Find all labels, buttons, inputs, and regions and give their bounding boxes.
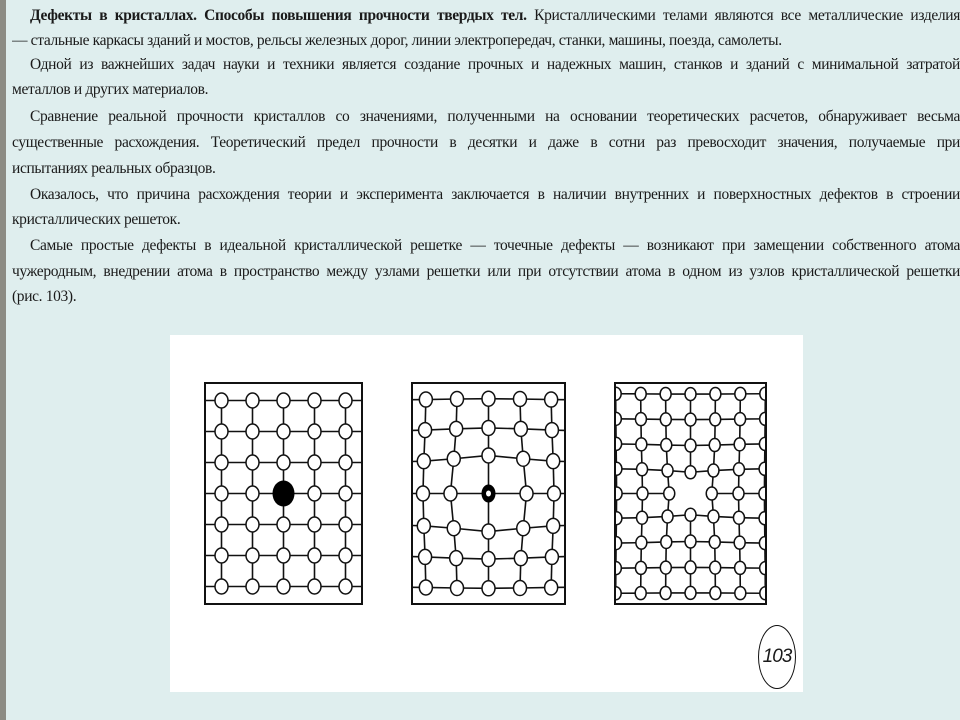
atom	[577, 486, 590, 501]
atom	[785, 537, 796, 550]
text-content: (рис. 103).	[12, 288, 77, 305]
atom	[417, 518, 430, 533]
atom	[611, 462, 622, 475]
text-line	[12, 55, 960, 75]
foreign-atom	[273, 481, 295, 507]
atom	[685, 388, 696, 401]
atom	[215, 393, 228, 408]
atom	[419, 580, 432, 595]
figure-number: 103	[758, 625, 796, 689]
atom	[482, 420, 495, 435]
atom	[520, 486, 533, 501]
atom	[514, 421, 527, 436]
atom	[215, 579, 228, 594]
atom	[709, 439, 720, 452]
atom	[246, 393, 259, 408]
atom	[759, 537, 770, 550]
atom	[514, 581, 527, 596]
atom	[482, 391, 495, 406]
atom	[339, 579, 352, 594]
atom	[450, 421, 463, 436]
atom	[708, 464, 719, 477]
atom	[784, 512, 795, 525]
atom	[184, 486, 197, 501]
atom	[685, 561, 696, 574]
text-content: Одной из важнейших задач науки и техники является создание прочных и надежных машин, станков и зданий с минимальной затратой	[30, 56, 960, 73]
atom	[339, 486, 352, 501]
text-line	[12, 185, 960, 205]
atom	[246, 424, 259, 439]
atom	[277, 517, 290, 532]
atom	[733, 511, 744, 524]
atom	[662, 464, 673, 477]
text-line	[12, 133, 960, 153]
atom	[611, 537, 622, 550]
atom	[547, 518, 560, 533]
bond-line	[582, 525, 583, 556]
atom	[785, 387, 796, 400]
atom	[577, 518, 590, 533]
bond-line	[394, 525, 395, 556]
atom	[308, 579, 321, 594]
atom	[246, 579, 259, 594]
atom	[709, 535, 720, 548]
atom	[450, 391, 463, 406]
text-content: Самые простые дефекты в идеальной кристаллической решетке — точечные дефекты — возникают при замещении собственного атома	[30, 237, 960, 254]
text-line	[12, 80, 960, 100]
atom	[660, 561, 671, 574]
atom	[387, 518, 400, 533]
text-line	[12, 159, 960, 179]
atom	[417, 454, 430, 469]
atom	[447, 451, 460, 466]
text-content: испытаниях реальных образцов.	[12, 160, 216, 177]
atom	[611, 437, 622, 450]
atom	[308, 455, 321, 470]
slide-left-border	[0, 0, 6, 720]
atom	[785, 437, 796, 450]
atom	[482, 552, 495, 567]
atom	[785, 412, 796, 425]
bond-line	[582, 431, 583, 462]
text-line	[12, 262, 960, 282]
atom	[339, 517, 352, 532]
atom	[277, 455, 290, 470]
atom	[660, 413, 671, 426]
atom	[444, 486, 457, 501]
atom	[246, 517, 259, 532]
text-content: Кристаллическими телами являются все металлические изделия	[526, 7, 960, 24]
atom	[636, 438, 647, 451]
atom	[215, 486, 228, 501]
atom	[635, 561, 646, 574]
atom	[482, 581, 495, 596]
atom	[611, 487, 622, 500]
atom	[661, 439, 672, 452]
atom	[710, 561, 721, 574]
atom	[387, 486, 400, 501]
atom	[734, 536, 745, 549]
atom	[419, 549, 432, 564]
atom	[482, 524, 495, 539]
atom	[585, 537, 596, 550]
text-content: Оказалось, что причина расхождения теории и эксперимента заключается в наличии внутренних и поверхностных дефектов в строении	[30, 186, 960, 203]
atom	[636, 536, 647, 549]
atom	[734, 438, 745, 451]
text-line	[12, 287, 960, 307]
atom	[277, 424, 290, 439]
lattice-panel-interstitial	[387, 383, 590, 604]
atom	[637, 463, 648, 476]
text-line	[12, 107, 960, 127]
atom	[576, 423, 589, 438]
atom	[339, 393, 352, 408]
atom	[184, 579, 197, 594]
atom	[339, 424, 352, 439]
text-line	[12, 236, 960, 256]
atom	[661, 535, 672, 548]
atom	[759, 512, 770, 525]
atom	[637, 487, 648, 500]
atom	[514, 551, 527, 566]
atom	[517, 451, 530, 466]
atom	[662, 510, 673, 523]
atom	[246, 548, 259, 563]
atom	[586, 462, 597, 475]
text-content: — стальные каркасы зданий и мостов, рельсы железных дорог, линии электропередач, станки, машины, поезда, самолеты.	[12, 32, 782, 49]
atom	[370, 424, 383, 439]
atom	[370, 486, 383, 501]
text-line	[12, 210, 960, 230]
atom	[576, 549, 589, 564]
lattice-grid	[585, 387, 796, 600]
atom	[545, 549, 558, 564]
atom	[370, 393, 383, 408]
atom	[577, 454, 590, 469]
atom	[611, 512, 622, 525]
atom	[733, 487, 744, 500]
atom	[785, 562, 796, 575]
text-content: кристаллических решеток.	[12, 211, 181, 228]
figure-103-crystal-defects	[170, 335, 803, 692]
atom	[339, 548, 352, 563]
atom	[419, 392, 432, 407]
atom	[784, 462, 795, 475]
text-content: металлов и других материалов.	[12, 81, 209, 98]
lattice-panel-vacancy	[585, 383, 796, 604]
atom	[585, 387, 596, 400]
atom	[785, 587, 796, 600]
atom	[184, 517, 197, 532]
atom	[635, 587, 646, 600]
atom	[246, 486, 259, 501]
atom	[308, 486, 321, 501]
atom	[308, 517, 321, 532]
lattice-grid	[387, 391, 590, 596]
atom	[735, 561, 746, 574]
atom	[635, 387, 646, 400]
heading-bold: Дефекты в кристаллах. Способы повышения прочности твердых тел.	[30, 7, 527, 24]
atom	[308, 393, 321, 408]
atom	[277, 393, 290, 408]
atom	[547, 454, 560, 469]
atom	[545, 580, 558, 595]
atom	[685, 535, 696, 548]
atom	[388, 549, 401, 564]
atom	[685, 508, 696, 521]
atom	[517, 521, 530, 536]
atom	[585, 562, 596, 575]
atom	[585, 587, 596, 600]
atom	[339, 455, 352, 470]
atom	[735, 587, 746, 600]
atom	[450, 581, 463, 596]
lattice-panel-substitution	[184, 383, 383, 604]
atom	[685, 466, 696, 479]
atom	[685, 586, 696, 599]
text-content: Сравнение реальной прочности кристаллов со значениями, полученными на основании теоретических расчетов, обнаруживает весьма	[30, 108, 960, 125]
atom	[586, 512, 597, 525]
atom	[308, 548, 321, 563]
atom	[215, 517, 228, 532]
atom	[637, 511, 648, 524]
atom	[388, 392, 401, 407]
atom	[708, 510, 719, 523]
atom	[215, 424, 228, 439]
atom	[545, 392, 558, 407]
atom	[759, 437, 770, 450]
atom	[585, 437, 596, 450]
atom	[450, 551, 463, 566]
atom	[184, 424, 197, 439]
atom	[370, 455, 383, 470]
text-content: чужеродным, внедрении атома в пространство между узлами решетки или при отсутствии атома в одном из узлов кристаллической решетки	[12, 263, 960, 280]
atom	[685, 439, 696, 452]
atom	[710, 586, 721, 599]
atom	[685, 413, 696, 426]
atom	[664, 487, 675, 500]
atom	[660, 388, 671, 401]
atom	[416, 486, 429, 501]
atom	[733, 463, 744, 476]
atom	[735, 387, 746, 400]
atom	[215, 548, 228, 563]
atom	[388, 423, 401, 438]
atom	[576, 580, 589, 595]
atom	[735, 413, 746, 426]
atom	[784, 487, 795, 500]
atom	[660, 586, 671, 599]
atom	[759, 487, 770, 500]
atom-highlight	[486, 491, 491, 497]
atom	[635, 413, 646, 426]
atom	[586, 487, 597, 500]
lattice-grid	[184, 393, 383, 594]
atom	[548, 486, 561, 501]
atom	[277, 579, 290, 594]
atom	[576, 392, 589, 407]
atom	[482, 448, 495, 463]
atom	[215, 455, 228, 470]
atom	[585, 412, 596, 425]
atom	[514, 391, 527, 406]
atom	[388, 580, 401, 595]
atom	[184, 455, 197, 470]
atom	[387, 454, 400, 469]
text-line	[12, 31, 960, 51]
atom	[277, 548, 290, 563]
text-line	[12, 6, 960, 26]
atom	[759, 462, 770, 475]
atom	[308, 424, 321, 439]
atom	[184, 548, 197, 563]
atom	[184, 393, 197, 408]
atom	[447, 521, 460, 536]
atom	[370, 579, 383, 594]
atom	[246, 455, 259, 470]
atom	[710, 413, 721, 426]
bond-line	[394, 431, 395, 462]
atom	[545, 423, 558, 438]
atom	[419, 423, 432, 438]
text-content: существенные расхождения. Теоретический предел прочности в десятки и даже в сотни раз превосходит значения, получаемые при	[12, 134, 960, 151]
atom	[370, 548, 383, 563]
atom	[710, 388, 721, 401]
atom	[706, 487, 717, 500]
atom	[370, 517, 383, 532]
lattice-diagrams	[170, 335, 803, 692]
